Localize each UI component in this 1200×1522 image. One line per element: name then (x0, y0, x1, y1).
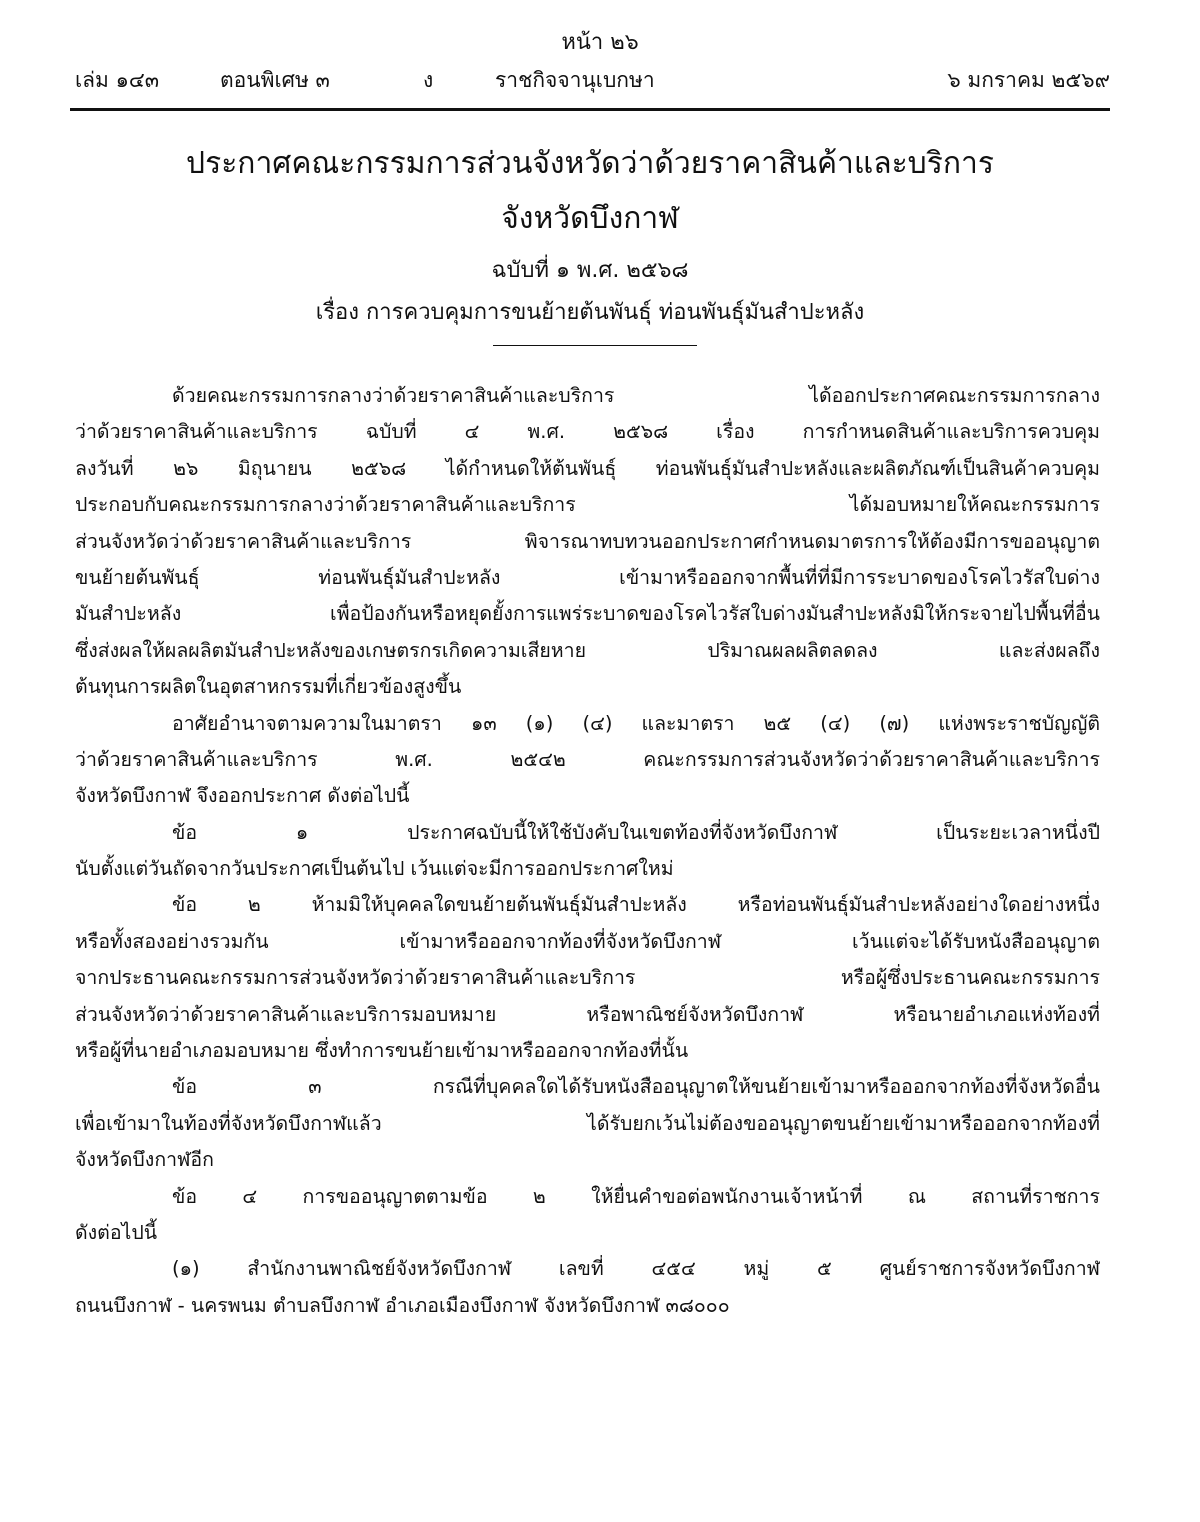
announcement-number: ฉบับที่ ๑ พ.ศ. ๒๕๖๘ (491, 258, 689, 283)
body-line: ด้วยคณะกรรมการกลางว่าด้วยราคาสินค้าและบริการ ได้ออกประกาศคณะกรรมการกลาง (172, 384, 1100, 407)
header-rule (70, 108, 1110, 111)
body-line: นับตั้งแต่วันถัดจากวันประกาศเป็นต้นไป เว้นแต่จะมีการออกประกาศใหม่ (75, 857, 674, 881)
gazette-date: ๖ มกราคม ๒๕๖๙ (947, 68, 1110, 92)
volume: เล่ม ๑๔๓ (75, 68, 160, 92)
body-line: จังหวัดบึงกาฬอีก (75, 1148, 214, 1172)
body-line: ส่วนจังหวัดว่าด้วยราคาสินค้าและบริการ พิจารณาทบทวนออกประกาศกำหนดมาตรการให้ต้องมีการขออนุญาต (75, 529, 1100, 553)
body-line: เพื่อเข้ามาในท้องที่จังหวัดบึงกาฬแล้ว ได้รับยกเว้นไม่ต้องขออนุญาตขนย้ายเข้ามาหรือออกจากท้องที่ (75, 1111, 1100, 1135)
body-line: ลงวันที่ ๒๖ มิถุนายน ๒๕๖๘ ได้กำหนดให้ต้นพันธุ์ ท่อนพันธุ์มันสำปะหลังและผลิตภัณฑ์เป็นสินค้าควบคุม (75, 456, 1100, 480)
body-line: ข้อ ๒ ห้ามมิให้บุคคลใดขนย้ายต้นพันธุ์มันสำปะหลัง หรือท่อนพันธุ์มันสำปะหลังอย่างใดอย่างหนึ่ง (172, 893, 1100, 917)
body-line: หรือผู้ที่นายอำเภอมอบหมาย ซึ่งทำการขนย้ายเข้ามาหรือออกจากท้องที่นั้น (75, 1039, 689, 1063)
title-line-2: จังหวัดบึงกาฬ (501, 201, 679, 236)
body-line: ว่าด้วยราคาสินค้าและบริการ ฉบับที่ ๔ พ.ศ. ๒๕๖๘ เรื่อง การกำหนดสินค้าและบริการควบคุม (75, 420, 1100, 444)
body-line: ข้อ ๔ การขออนุญาตตามข้อ ๒ ให้ยื่นคำขอต่อพนักงานเจ้าหน้าที่ ณ สถานที่ราชการ (172, 1184, 1100, 1208)
body-line: ซึ่งส่งผลให้ผลผลิตมันสำปะหลังของเกษตรกรเกิดความเสียหาย ปริมาณผลผลิตลดลง และส่งผลถึง (75, 638, 1100, 662)
body-line: ถนนบึงกาฬ - นครพนม ตำบลบึงกาฬ อำเภอเมืองบึงกาฬ จังหวัดบึงกาฬ ๓๘๐๐๐ (75, 1293, 730, 1317)
body-line: ว่าด้วยราคาสินค้าและบริการ พ.ศ. ๒๕๔๒ คณะกรรมการส่วนจังหวัดว่าด้วยราคาสินค้าและบริการ (75, 747, 1100, 771)
body-line: หรือทั้งสองอย่างรวมกัน เข้ามาหรือออกจากท้องที่จังหวัดบึงกาฬ เว้นแต่จะได้รับหนังสืออนุญาต (75, 929, 1100, 953)
gazette-name: ราชกิจจานุเบกษา (495, 68, 655, 92)
section: ง (423, 68, 434, 92)
body-line: ข้อ ๑ ประกาศฉบับนี้ให้ใช้บังคับในเขตท้องที่จังหวัดบึงกาฬ เป็นระยะเวลาหนึ่งปี (172, 820, 1100, 844)
body-line: มันสำปะหลัง เพื่อป้องกันหรือหยุดยั้งการแพร่ระบาดของโรคไวรัสใบด่างมันสำปะหลังมิให้กระจายไปพื้นที่อื่น (75, 602, 1100, 626)
body-line: จังหวัดบึงกาฬ จึงออกประกาศ ดังต่อไปนี้ (75, 784, 410, 808)
announcement-subject: เรื่อง การควบคุมการขนย้ายต้นพันธุ์ ท่อนพันธุ์มันสำปะหลัง (315, 300, 865, 325)
body-line: (๑) สำนักงานพาณิชย์จังหวัดบึงกาฬ เลขที่ ๔๕๔ หมู่ ๕ ศูนย์ราชการจังหวัดบึงกาฬ (172, 1257, 1100, 1281)
issue: ตอนพิเศษ ๓ (220, 68, 330, 92)
title-line-1: ประกาศคณะกรรมการส่วนจังหวัดว่าด้วยราคาสินค้าและบริการ (186, 146, 994, 181)
page-number: หน้า ๒๖ (561, 30, 639, 55)
gazette-header (75, 64, 1110, 94)
body-line: จากประธานคณะกรรมการส่วนจังหวัดว่าด้วยราคาสินค้าและบริการ หรือผู้ซึ่งประธานคณะกรรมการ (75, 966, 1100, 990)
body-line: ดังต่อไปนี้ (75, 1220, 158, 1244)
title-divider (493, 345, 697, 346)
body-line: ข้อ ๓ กรณีที่บุคคลใดได้รับหนังสืออนุญาตให้ขนย้ายเข้ามาหรือออกจากท้องที่จังหวัดอื่น (172, 1075, 1100, 1099)
body-line: ต้นทุนการผลิตในอุตสาหกรรมที่เกี่ยวข้องสูงขึ้น (75, 675, 462, 699)
body-line: ขนย้ายต้นพันธุ์ ท่อนพันธุ์มันสำปะหลัง เข้ามาหรือออกจากพื้นที่ที่มีการระบาดของโรคไวรัสใบด่าง (75, 565, 1100, 589)
body-line: ส่วนจังหวัดว่าด้วยราคาสินค้าและบริการมอบหมาย หรือพาณิชย์จังหวัดบึงกาฬ หรือนายอำเภอแห่งท้องที่ (75, 1002, 1100, 1026)
body-line: ประกอบกับคณะกรรมการกลางว่าด้วยราคาสินค้าและบริการ ได้มอบหมายให้คณะกรรมการ (75, 493, 1100, 517)
document-body (75, 378, 1100, 1324)
body-line: อาศัยอำนาจตามความในมาตรา ๑๓ (๑) (๔) และมาตรา ๒๕ (๔) (๗) แห่งพระราชบัญญัติ (172, 711, 1100, 735)
